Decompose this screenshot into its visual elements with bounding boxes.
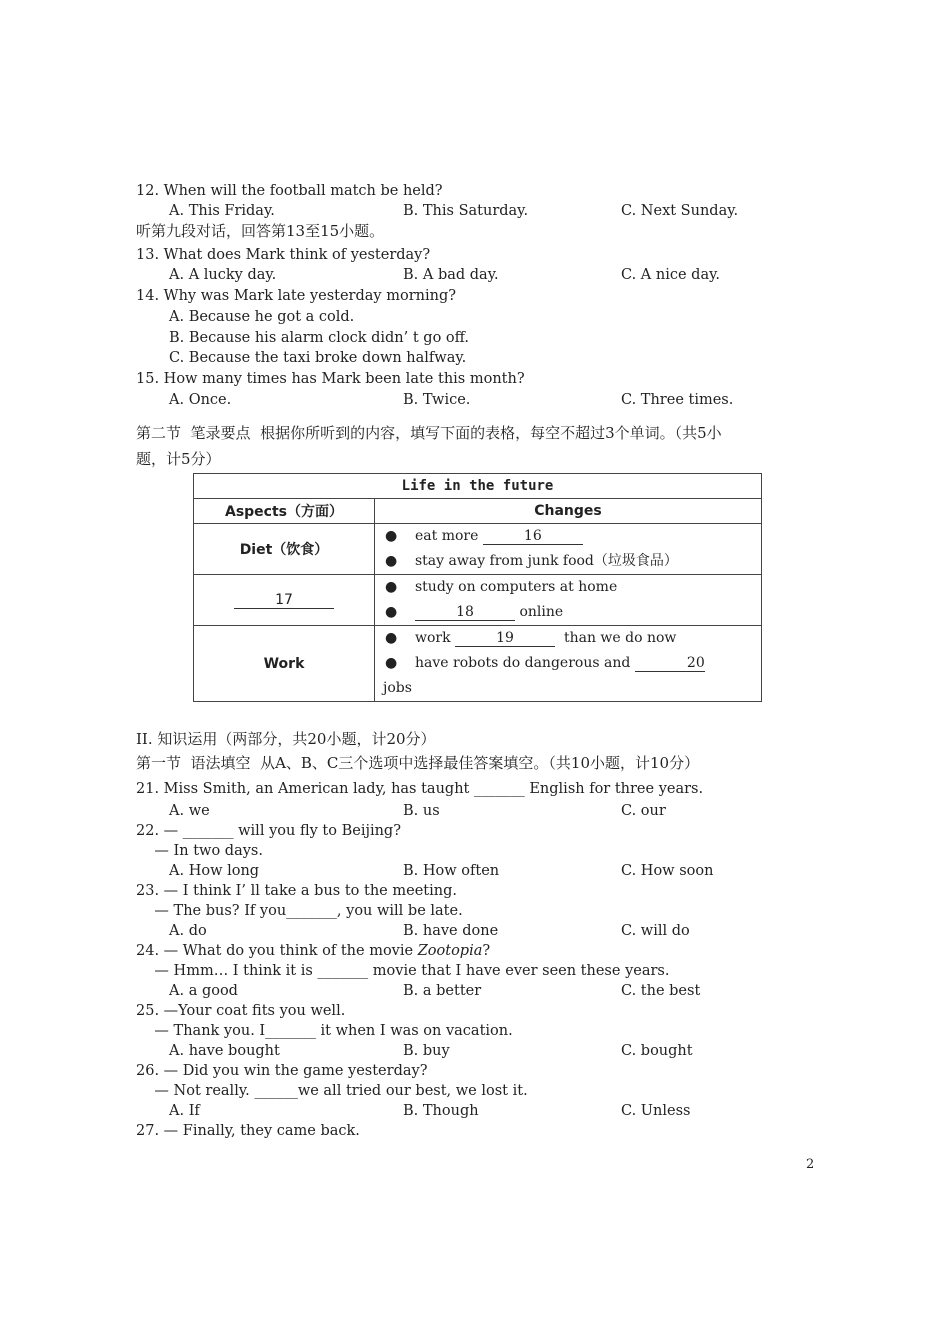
diet-item-2: stay away from junk food（垃圾食品） (415, 553, 678, 569)
q14-option-b: B. Because his alarm clock didn’ t go off. (169, 330, 470, 346)
q21-option-b: B. us (403, 803, 440, 819)
table-title: Life in the future (194, 474, 762, 499)
q12-option-c: C. Next Sunday. (621, 203, 739, 219)
work-item-2: have robots do dangerous and (415, 655, 635, 671)
question-14-stem: 14. Why was Mark late yesterday morning? (136, 288, 456, 304)
question-21-stem: 21. Miss Smith, an American lady, has taught _______ English for three years. (136, 781, 704, 797)
bullet-icon: ● (385, 553, 398, 569)
q25-option-b: B. buy (403, 1043, 450, 1059)
bullet-icon: ● (385, 655, 398, 671)
header-changes: Changes (375, 499, 762, 524)
blank-19[interactable]: 19 (455, 630, 555, 647)
question-22-stem: 22. — _______ will you fly to Beijing? (136, 823, 401, 839)
q21-option-a: A. we (169, 803, 210, 819)
question-24-stem (136, 942, 490, 960)
q24-stem-post: ? (482, 943, 491, 959)
blank-16[interactable]: 16 (483, 528, 583, 545)
q22-option-a: A. How long (169, 863, 260, 879)
part2-instruction-line1: 第二节 笔录要点 根据你所听到的内容，填写下面的表格，每空不超过3个单词。（共5小 (136, 424, 722, 442)
row-label-work: Work (194, 626, 375, 702)
q15-option-b: B. Twice. (403, 392, 471, 408)
work-item-1-end: than we do now (563, 630, 677, 646)
part2-instruction-line2: 题，计5分） (136, 450, 221, 468)
question-23-line2: — The bus? If you_______, you will be late. (136, 903, 463, 919)
q25-option-a: A. have bought (169, 1043, 280, 1059)
question-26-stem: 26. — Did you win the game yesterday? (136, 1063, 428, 1079)
q24-option-a: A. a good (169, 983, 238, 999)
q24-option-b: B. a better (403, 983, 482, 999)
table-row-17 (194, 575, 762, 626)
q12-option-a: A. This Friday. (169, 203, 275, 219)
q13-option-c: C. A nice day. (621, 267, 720, 283)
q22-option-c: C. How soon (621, 863, 714, 879)
q12-option-b: B. This Saturday. (403, 203, 529, 219)
q24-movie-title: Zootopia (417, 943, 483, 959)
q23-option-a: A. do (169, 923, 207, 939)
question-24-line2: — Hmm… I think it is _______ movie that I have ever seen these years. (136, 963, 670, 979)
table-row-diet (194, 524, 762, 575)
section-9-instruction: 听第九段对话，回答第13至15小题。 (136, 222, 385, 240)
bullet-icon: ● (385, 604, 398, 620)
row-changes-diet (375, 524, 762, 575)
q14-option-c: C. Because the taxi broke down halfway. (169, 350, 467, 366)
question-27-stem: 27. — Finally, they came back. (136, 1123, 360, 1139)
question-15-stem: 15. How many times has Mark been late this month? (136, 371, 525, 387)
q24-option-c: C. the best (621, 983, 701, 999)
blank-18[interactable]: 18 (415, 604, 515, 621)
study-item: study on computers at home (415, 579, 618, 595)
question-12-stem: 12. When will the football match be held? (136, 183, 443, 199)
bullet-icon: ● (385, 579, 398, 595)
question-22-line2: — In two days. (136, 843, 263, 859)
q26-option-a: A. If (169, 1103, 200, 1119)
work-item-2-end: jobs (383, 680, 412, 696)
q26-option-c: C. Unless (621, 1103, 691, 1119)
work-item-1: work (415, 630, 456, 646)
q22-option-b: B. How often (403, 863, 500, 879)
row-changes-17 (375, 575, 762, 626)
blank-20[interactable]: 20 (635, 655, 705, 672)
q15-option-c: C. Three times. (621, 392, 734, 408)
page-number: 2 (806, 1157, 815, 1172)
q23-option-c: C. will do (621, 923, 690, 939)
section-1-instruction: 第一节 语法填空 从A、B、C三个选项中选择最佳答案填空。（共10小题，计10分） (136, 754, 700, 772)
diet-item-1: eat more (415, 528, 483, 544)
row-changes-work (375, 626, 762, 702)
q21-option-c: C. our (621, 803, 666, 819)
question-13-stem: 13. What does Mark think of yesterday? (136, 247, 431, 263)
bullet-icon: ● (385, 528, 398, 544)
q24-stem-pre: 24. — What do you think of the movie (136, 943, 418, 959)
q15-option-a: A. Once. (169, 392, 232, 408)
online-item: online (519, 604, 564, 620)
q26-option-b: B. Though (403, 1103, 479, 1119)
note-taking-table (193, 473, 762, 702)
part-ii-heading: II. 知识运用（两部分，共20小题，计20分） (136, 730, 436, 748)
question-26-line2: — Not really. ______we all tried our best, we lost it. (136, 1083, 528, 1099)
blank-17[interactable]: 17 (234, 592, 334, 609)
row-label-blank-17 (194, 575, 375, 626)
row-label-diet: Diet（饮食） (194, 524, 375, 575)
q14-option-a: A. Because he got a cold. (169, 309, 355, 325)
question-23-stem: 23. — I think I’ ll take a bus to the meeting. (136, 883, 457, 899)
q13-option-b: B. A bad day. (403, 267, 499, 283)
bullet-icon: ● (385, 630, 398, 646)
q25-option-c: C. bought (621, 1043, 693, 1059)
question-25-stem: 25. —Your coat fits you well. (136, 1003, 346, 1019)
q13-option-a: A. A lucky day. (169, 267, 277, 283)
question-25-line2: — Thank you. I_______ it when I was on vacation. (136, 1023, 513, 1039)
header-aspects: Aspects（方面） (194, 499, 375, 524)
q23-option-b: B. have done (403, 923, 499, 939)
table-row-work (194, 626, 762, 702)
